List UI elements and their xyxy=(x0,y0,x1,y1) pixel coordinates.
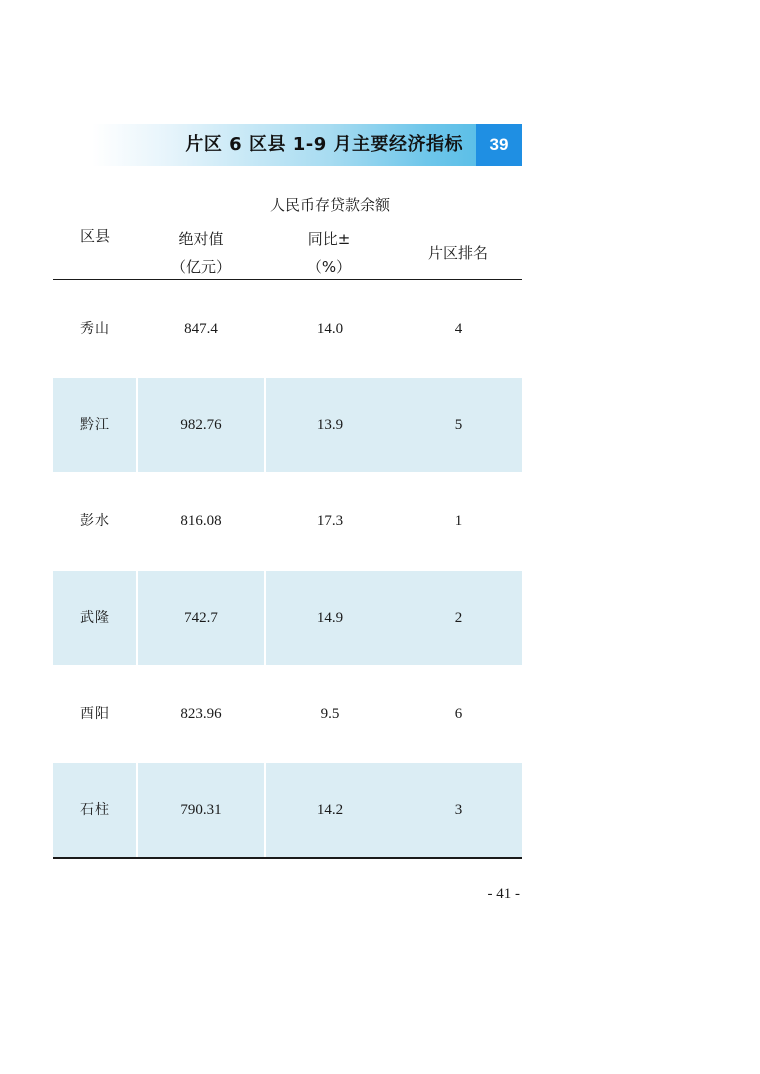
column-header-absolute: 绝对值 xyxy=(178,230,224,248)
page-title: 片区 6 区县 1-9 月主要经济指标 xyxy=(185,134,463,155)
table-row xyxy=(53,667,522,761)
absolute-value-cell: 816.08 xyxy=(180,513,222,529)
section-banner xyxy=(92,124,522,166)
rank-cell: 1 xyxy=(454,513,463,529)
bottom-rule xyxy=(53,857,522,859)
table-row xyxy=(53,571,522,665)
header-rule xyxy=(53,279,522,280)
absolute-value-cell: 847.4 xyxy=(184,321,218,337)
column-header-absolute-unit: （亿元） xyxy=(170,258,232,276)
column-header-rank: 片区排名 xyxy=(427,244,489,262)
table-row xyxy=(53,282,522,376)
table-row xyxy=(53,763,522,857)
county-cell: 酉阳 xyxy=(80,706,110,722)
yoy-cell: 14.2 xyxy=(316,802,344,818)
rank-cell: 3 xyxy=(454,802,463,818)
section-number-badge: 39 xyxy=(476,124,522,166)
absolute-value-cell: 823.96 xyxy=(180,706,222,722)
column-header-yoy-unit: （%） xyxy=(306,258,352,276)
yoy-cell: 13.9 xyxy=(316,417,344,433)
page-number: - 41 - xyxy=(487,886,520,902)
absolute-value-cell: 790.31 xyxy=(180,802,222,818)
rank-cell: 5 xyxy=(454,417,463,433)
absolute-value-cell: 742.7 xyxy=(184,610,218,626)
yoy-cell: 9.5 xyxy=(320,706,340,722)
county-cell: 黔江 xyxy=(80,417,110,433)
rank-cell: 2 xyxy=(454,610,463,626)
yoy-cell: 14.9 xyxy=(316,610,344,626)
absolute-value-cell: 982.76 xyxy=(180,417,222,433)
table-row xyxy=(53,474,522,568)
yoy-cell: 17.3 xyxy=(316,513,344,529)
county-cell: 彭水 xyxy=(80,513,110,529)
rank-cell: 4 xyxy=(454,321,463,337)
column-header-county: 区县 xyxy=(80,227,111,245)
rank-cell: 6 xyxy=(454,706,463,722)
column-group-header: 人民币存贷款余额 xyxy=(269,196,391,214)
county-cell: 石柱 xyxy=(80,802,110,818)
yoy-cell: 14.0 xyxy=(316,321,344,337)
county-cell: 秀山 xyxy=(80,321,110,337)
county-cell: 武隆 xyxy=(80,610,110,626)
column-header-yoy: 同比± xyxy=(307,230,351,248)
table-row xyxy=(53,378,522,472)
